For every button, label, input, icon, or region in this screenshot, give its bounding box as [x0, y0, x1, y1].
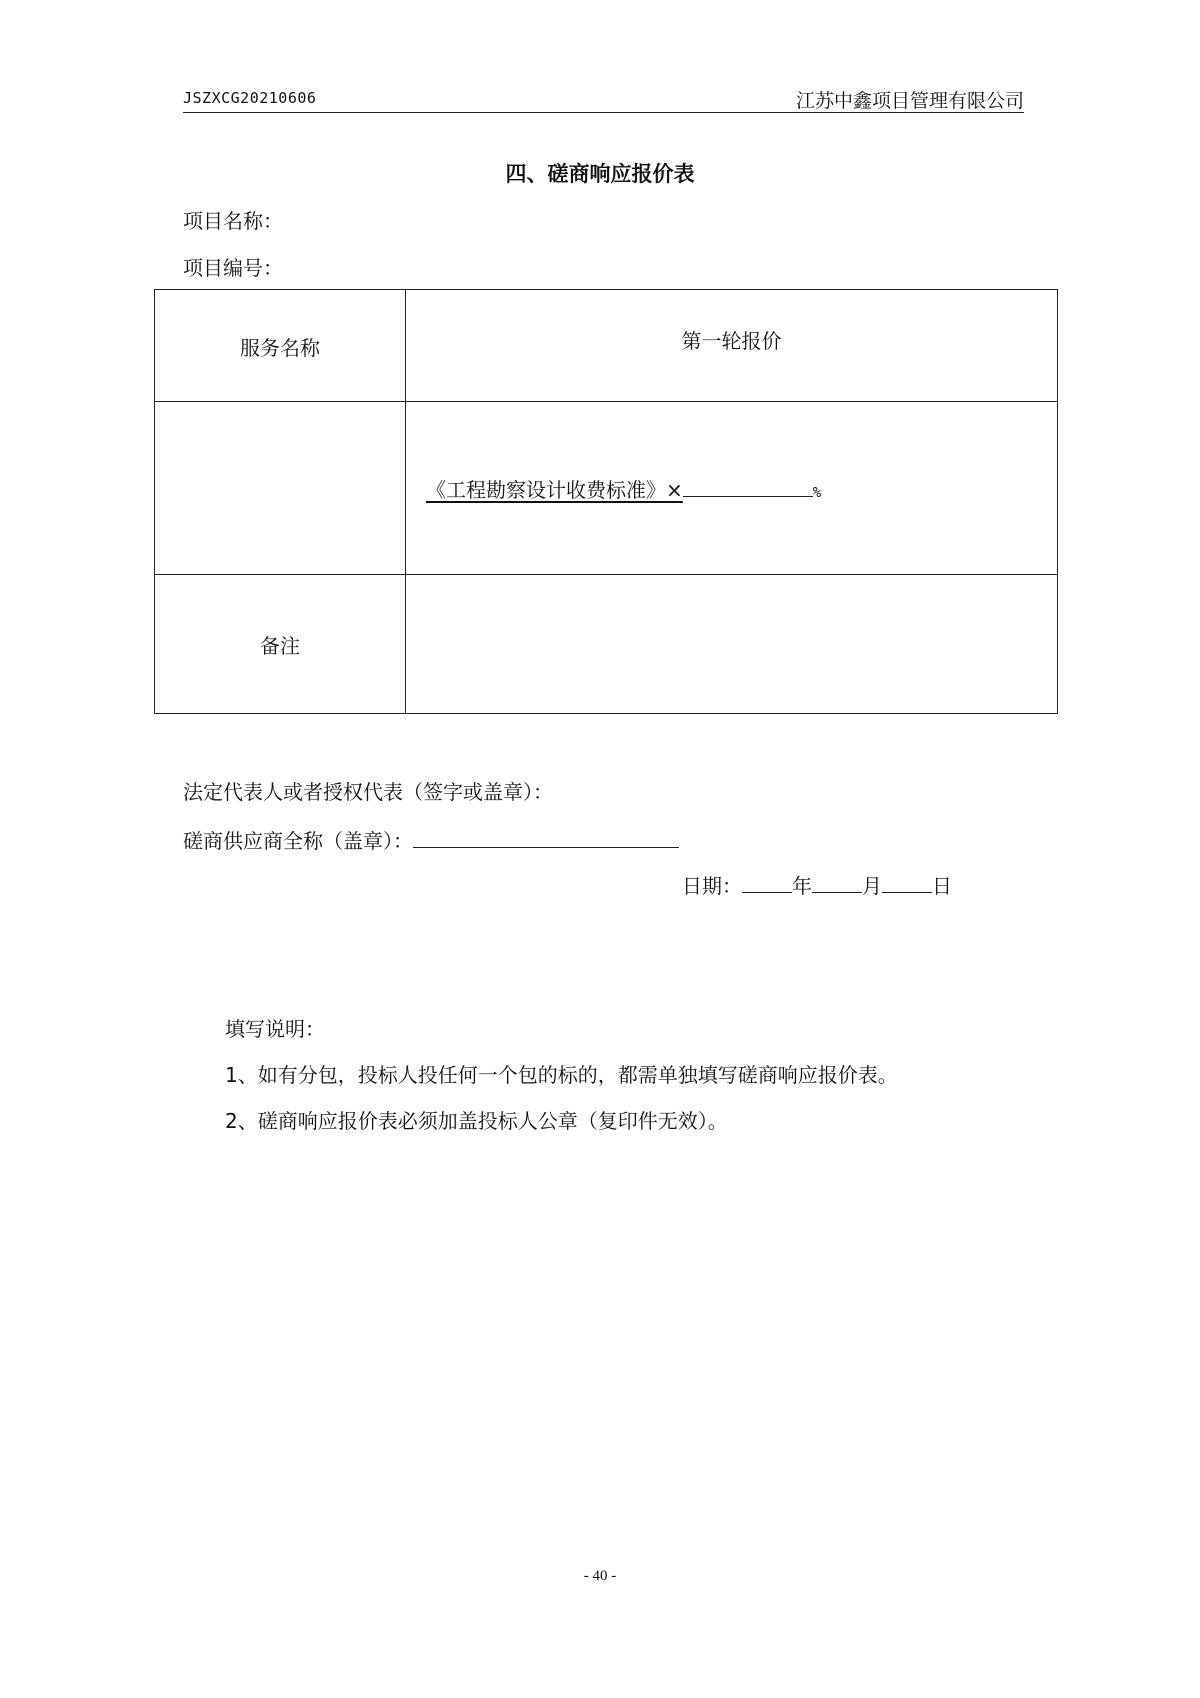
remark-label-cell [155, 575, 406, 714]
year-label: 年 [792, 874, 812, 898]
discount-rate-blank[interactable] [683, 482, 813, 497]
representative-signature-label: 法定代表人或者授权代表（签字或盖章）： [183, 780, 553, 804]
project-name-label: 项目名称： [183, 209, 283, 233]
document-code: JSZXCG20210606 [183, 89, 317, 107]
table-row-remark [155, 575, 1058, 714]
company-name: 江苏中鑫项目管理有限公司 [795, 90, 1024, 112]
month-label: 月 [862, 874, 882, 898]
supplier-name-line [183, 825, 679, 854]
supplier-name-label: 磋商供应商全称（盖章）： [183, 829, 413, 853]
service-name-header-cell [155, 290, 406, 402]
note-item: 1、如有分包，投标人投任何一个包的标的，都需单独填写磋商响应报价表。 [225, 1063, 898, 1087]
page-title: 四、磋商响应报价表 [505, 162, 695, 186]
page-number: - 40 - [583, 1568, 617, 1584]
year-blank[interactable] [742, 874, 792, 893]
percent-symbol: % [812, 484, 822, 501]
remark-cell[interactable] [406, 575, 1058, 714]
date-line [682, 870, 952, 899]
supplier-name-blank[interactable] [413, 829, 679, 848]
quote-table [154, 289, 1058, 714]
remark-label: 备注 [260, 633, 300, 658]
table-row [155, 402, 1058, 575]
day-label: 日 [932, 874, 952, 898]
fee-standard-text: 《工程勘察设计收费标准》× [426, 477, 683, 502]
project-number-label: 项目编号： [183, 256, 283, 280]
date-label: 日期： [682, 874, 742, 898]
month-blank[interactable] [812, 874, 862, 893]
quote-cell[interactable] [406, 402, 1058, 575]
notes-title: 填写说明： [225, 1017, 325, 1041]
service-name-header: 服务名称 [240, 336, 320, 360]
first-round-quote-header-cell [406, 290, 1058, 402]
first-round-quote-header: 第一轮报价 [681, 329, 782, 353]
header-divider [183, 112, 1024, 113]
note-item: 2、磋商响应报价表必须加盖投标人公章（复印件无效）。 [225, 1109, 728, 1133]
table-header-row [155, 290, 1058, 402]
quote-formula [406, 474, 1057, 503]
day-blank[interactable] [882, 874, 932, 893]
service-name-cell[interactable] [155, 402, 406, 575]
